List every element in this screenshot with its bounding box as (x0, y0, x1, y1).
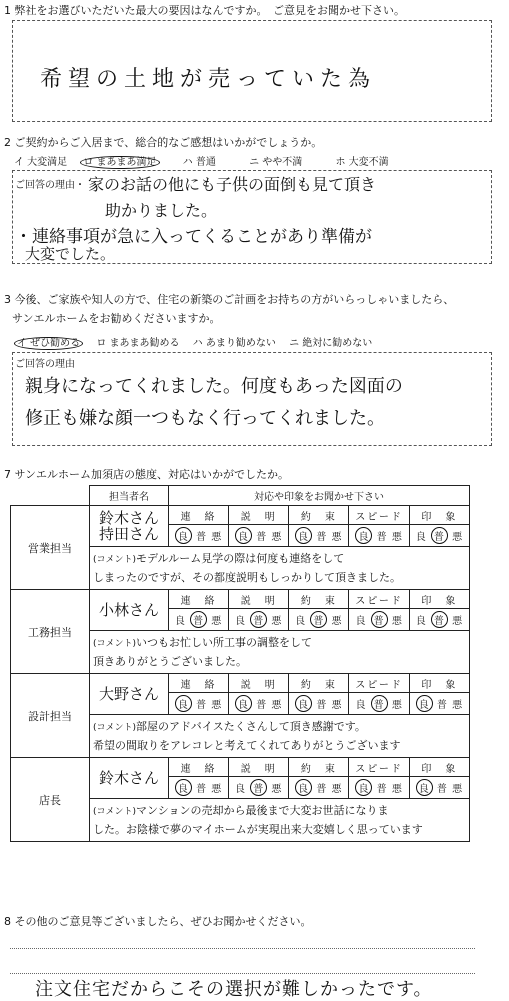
category-label: スピード (349, 674, 409, 693)
rating-option[interactable]: 普 (196, 784, 208, 796)
q1-answer: 希望の土地が売っていた為 (40, 67, 377, 92)
rating-cell[interactable] (409, 693, 469, 715)
q3-question-line1: 3 今後、ご家族や知人の方で、住宅の新築のご計画をお持ちの方がいらっしゃいましたら、 (4, 293, 455, 306)
category-label: スピード (349, 758, 409, 777)
category-label: 印 象 (409, 506, 469, 525)
rating-option[interactable]: 普 (316, 700, 328, 712)
rating-option[interactable]: 良 (415, 532, 427, 544)
header-person: 担当者名 (90, 486, 169, 506)
header-impression: 対応や印象をお聞かせ下さい (169, 486, 470, 506)
role-cell: 設計担当 (11, 674, 90, 758)
rating-option[interactable]: 良 (355, 616, 367, 628)
rating-option[interactable]: 良 (355, 527, 372, 544)
rating-option[interactable]: 良 (295, 527, 312, 544)
rating-cell[interactable] (349, 525, 409, 547)
category-label: スピード (349, 506, 409, 525)
category-label: 印 象 (409, 590, 469, 609)
q8-line-2 (10, 973, 475, 974)
q3-option-4[interactable]: ニ 絶対に勧めない (289, 338, 373, 349)
comment-label: (コメント) (93, 639, 137, 649)
q2-question: 2 ご契約からご入居まで、総合的なご感想はいかがでしょうか。 (4, 136, 323, 149)
category-label: 連 絡 (169, 506, 229, 525)
person-name: 小林さん (90, 590, 169, 631)
q3-question-line2: サンエルホームをお勧めくださいますか。 (12, 312, 221, 325)
rating-option[interactable]: 悪 (271, 700, 283, 712)
role-cell: 工務担当 (11, 590, 90, 674)
rating-cell[interactable] (229, 525, 289, 547)
rating-option[interactable]: 悪 (391, 616, 403, 628)
rating-option[interactable]: 悪 (271, 532, 283, 544)
rating-option[interactable]: 悪 (331, 532, 343, 544)
q3-option-2[interactable]: ロ まあまあ勧める (96, 338, 180, 349)
rating-option[interactable]: 良 (175, 779, 192, 796)
rating-cell[interactable] (349, 777, 409, 799)
comment-line2: した。お陰様で夢のマイホームが実現出来大変嬉しく思っています (93, 823, 423, 836)
q3-option-3[interactable]: ハ あまり勧めない (192, 338, 276, 349)
rating-option[interactable]: 良 (416, 695, 433, 712)
category-label: 約 束 (289, 590, 349, 609)
rating-option[interactable]: 良 (235, 784, 247, 796)
category-label: 説 明 (229, 674, 289, 693)
category-label: 説 明 (229, 506, 289, 525)
rating-option[interactable]: 悪 (331, 616, 343, 628)
person-name: 大野さん (90, 674, 169, 715)
rating-cell[interactable] (409, 777, 469, 799)
rating-option[interactable]: 悪 (331, 784, 343, 796)
category-label: 連 絡 (169, 590, 229, 609)
rating-option[interactable]: 普 (431, 611, 448, 628)
rating-cell[interactable] (229, 693, 289, 715)
rating-cell[interactable] (289, 777, 349, 799)
rating-option[interactable]: 悪 (211, 616, 223, 628)
q2-reason-label: ご回答の理由・ (15, 180, 85, 191)
rating-option[interactable]: 良 (415, 616, 427, 628)
rating-option[interactable]: 普 (436, 784, 448, 796)
comment-label: (コメント) (93, 723, 137, 733)
rating-cell[interactable] (409, 609, 469, 631)
rating-option[interactable]: 普 (376, 532, 388, 544)
q3-reason-label: ご回答の理由 (15, 359, 75, 370)
q3-answer-box (12, 352, 492, 446)
rating-option[interactable]: 良 (295, 616, 307, 628)
rating-option[interactable]: 良 (174, 616, 186, 628)
rating-option[interactable]: 悪 (452, 784, 464, 796)
rating-option[interactable]: 良 (235, 527, 252, 544)
rating-option[interactable]: 悪 (271, 616, 283, 628)
rating-option[interactable]: 悪 (211, 784, 223, 796)
blank-corner (11, 486, 90, 506)
q2-option-4[interactable]: ニ やや不満 (249, 157, 303, 168)
rating-option[interactable]: 悪 (271, 784, 283, 796)
rating-option[interactable]: 良 (175, 695, 192, 712)
rating-option[interactable]: 良 (355, 779, 372, 796)
comment-cell (90, 547, 470, 590)
rating-option[interactable]: 良 (355, 700, 367, 712)
rating-option[interactable]: 悪 (452, 532, 464, 544)
rating-option[interactable]: 普 (310, 611, 327, 628)
person-name: 鈴木さん (90, 758, 169, 799)
person-name: 鈴木さん 持田さん (90, 506, 169, 547)
rating-cell[interactable] (229, 777, 289, 799)
rating-option[interactable]: 良 (295, 695, 312, 712)
rating-cell[interactable] (169, 525, 229, 547)
rating-option[interactable]: 悪 (211, 700, 223, 712)
q2-option-3[interactable]: ハ 普通 (182, 157, 216, 168)
rating-option[interactable]: 普 (190, 611, 207, 628)
evaluation-table (10, 485, 470, 842)
category-label: 連 絡 (169, 674, 229, 693)
q3-options (14, 334, 372, 349)
rating-option[interactable]: 悪 (391, 532, 403, 544)
rating-cell[interactable] (349, 609, 409, 631)
comment-line2: しまったのですが、その都度説明もしっかりして頂きました。 (93, 571, 401, 584)
q2-answer-line3: ・連絡事項が急に入ってくることがあり準備が (15, 227, 372, 247)
category-label: 約 束 (289, 506, 349, 525)
category-label: 連 絡 (169, 758, 229, 777)
rating-option[interactable]: 良 (235, 695, 252, 712)
rating-option[interactable]: 良 (175, 527, 192, 544)
category-label: 印 象 (409, 674, 469, 693)
comment-line1: 部屋のアドバイスたくさんして頂き感謝です。 (136, 720, 366, 733)
comment-line1: いつもお忙しい所工事の調整をして (136, 636, 313, 649)
rating-cell[interactable] (169, 693, 229, 715)
comment-line1: マンションの売却から最後まで大変お世話になりま (136, 804, 389, 817)
q2-option-5[interactable]: ホ 大変不満 (335, 157, 389, 168)
category-label: 説 明 (229, 590, 289, 609)
rating-option[interactable]: 普 (250, 779, 267, 796)
q1-question: 1 弊社をお選びいただいた最大の要因はなんですか。 ご意見をお聞かせ下さい。 (4, 4, 405, 17)
q8-question: 8 その他のご意見等ございましたら、ぜひお聞かせください。 (4, 915, 312, 928)
comment-line1: モデルルーム見学の際は何度も連絡をして (136, 552, 345, 565)
q2-answer-line4: 大変でした。 (25, 245, 116, 263)
comment-line2: 頂きありがとうございました。 (93, 655, 247, 668)
rating-option[interactable]: 普 (371, 611, 388, 628)
rating-cell[interactable] (289, 525, 349, 547)
rating-cell[interactable] (349, 693, 409, 715)
rating-option[interactable]: 普 (256, 700, 268, 712)
q3-answer-line2: 修正も嫌な顔一つもなく行ってくれました。 (25, 408, 385, 429)
rating-option[interactable]: 悪 (391, 784, 403, 796)
role-cell: 営業担当 (11, 506, 90, 590)
rating-cell[interactable] (289, 609, 349, 631)
q2-option-2[interactable]: ロ まあまあ満足 (80, 156, 159, 169)
rating-option[interactable]: 悪 (211, 532, 223, 544)
rating-option[interactable]: 悪 (391, 700, 403, 712)
rating-cell[interactable] (169, 777, 229, 799)
comment-line2: 希望の間取りをアレコレと考えてくれてありがとうございます (93, 739, 401, 752)
rating-option[interactable]: 普 (431, 527, 448, 544)
comment-label: (コメント) (93, 555, 137, 565)
rating-option[interactable]: 悪 (331, 700, 343, 712)
q8-line-1 (10, 948, 475, 949)
comment-label: (コメント) (93, 807, 137, 817)
rating-option[interactable]: 普 (376, 784, 388, 796)
rating-option[interactable]: 良 (295, 779, 312, 796)
category-label: スピード (349, 590, 409, 609)
q2-option-1[interactable]: イ 大変満足 (14, 157, 68, 168)
rating-option[interactable]: 普 (250, 611, 267, 628)
rating-option[interactable]: 普 (371, 695, 388, 712)
rating-option[interactable]: 普 (256, 532, 268, 544)
rating-cell[interactable] (229, 609, 289, 631)
q2-options (14, 153, 389, 168)
rating-option[interactable]: 悪 (452, 700, 464, 712)
rating-option[interactable]: 普 (196, 700, 208, 712)
q2-answer-line1: 家のお話の他にも子供の面倒も見て頂き (88, 175, 377, 194)
q3-answer-line1: 親身になってくれました。何度もあった図面の (25, 376, 403, 397)
comment-cell (90, 799, 470, 842)
rating-cell[interactable] (169, 609, 229, 631)
role-cell: 店長 (11, 758, 90, 842)
rating-option[interactable]: 普 (316, 532, 328, 544)
rating-option[interactable]: 普 (436, 700, 448, 712)
q3-option-1[interactable]: イ ぜひ勧める (14, 337, 83, 350)
category-label: 約 束 (289, 758, 349, 777)
comment-cell (90, 631, 470, 674)
rating-option[interactable]: 普 (196, 532, 208, 544)
rating-option[interactable]: 良 (235, 616, 247, 628)
comment-cell (90, 715, 470, 758)
category-label: 説 明 (229, 758, 289, 777)
rating-option[interactable]: 悪 (452, 616, 464, 628)
rating-option[interactable]: 普 (316, 784, 328, 796)
rating-cell[interactable] (409, 525, 469, 547)
q2-answer-line2: 助かりました。 (105, 201, 218, 220)
q8-answer: 注文住宅だからこその選択が難しかったです。 (35, 979, 433, 1000)
rating-option[interactable]: 良 (416, 779, 433, 796)
category-label: 印 象 (409, 758, 469, 777)
rating-cell[interactable] (289, 693, 349, 715)
category-label: 約 束 (289, 674, 349, 693)
q7-question: 7 サンエルホーム加須店の態度、対応はいかがでしたか。 (4, 468, 289, 481)
